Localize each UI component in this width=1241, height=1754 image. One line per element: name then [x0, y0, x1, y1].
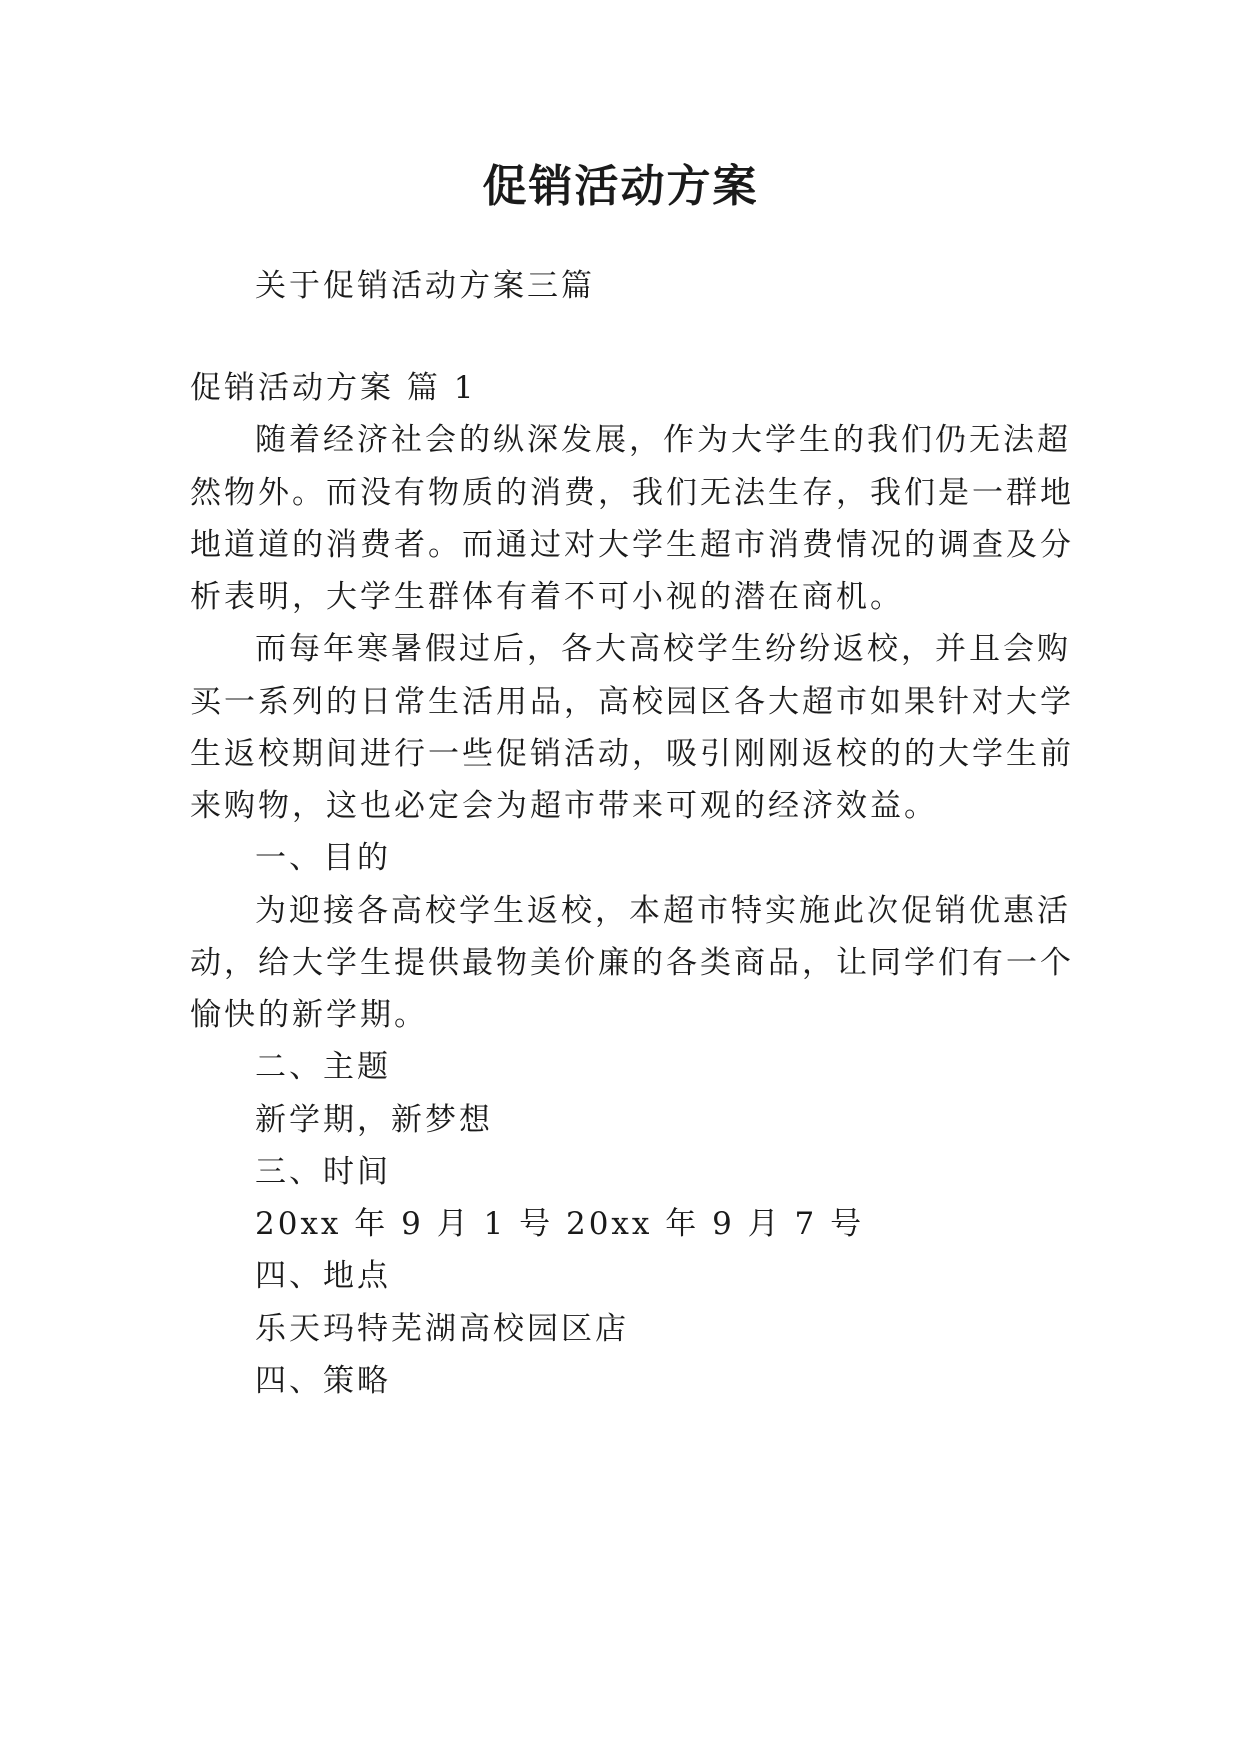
paragraph-line: 析表明，大学生群体有着不可小视的潜在商机。: [190, 579, 904, 615]
paragraph-line: 为迎接各高校学生返校，本超市特实施此次促销优惠活: [255, 893, 1071, 929]
paragraph-line: 而每年寒暑假过后，各大高校学生纷纷返校，并且会购: [255, 631, 1071, 667]
heading-location: 四、地点: [255, 1258, 391, 1294]
paragraph-line: 生返校期间进行一些促销活动，吸引刚刚返校的的大学生前: [190, 736, 1074, 772]
heading-time: 三、时间: [255, 1154, 391, 1190]
document-subtitle: 关于促销活动方案三篇: [255, 268, 595, 304]
heading-purpose: 一、目的: [255, 840, 391, 876]
paragraph-line: 地道道的消费者。而通过对大学生超市消费情况的调查及分: [190, 527, 1074, 563]
paragraph-line: 动，给大学生提供最物美价廉的各类商品，让同学们有一个: [190, 945, 1074, 981]
heading-theme: 二、主题: [255, 1049, 391, 1085]
paragraph-line: 新学期，新梦想: [255, 1102, 493, 1138]
paragraph-line: 然物外。而没有物质的消费，我们无法生存，我们是一群地: [190, 475, 1074, 511]
paragraph-line: 20xx 年 9 月 1 号 20xx 年 9 月 7 号: [255, 1206, 865, 1242]
paragraph-line: 来购物，这也必定会为超市带来可观的经济效益。: [190, 788, 938, 824]
paragraph-line: 愉快的新学期。: [190, 997, 428, 1033]
paragraph-line: 买一系列的日常生活用品，高校园区各大超市如果针对大学: [190, 684, 1074, 720]
document-title: 促销活动方案: [482, 161, 759, 212]
paragraph-line: 乐天玛特芜湖高校园区店: [255, 1311, 629, 1347]
section-heading: 促销活动方案 篇 1: [190, 370, 477, 406]
paragraph-line: 随着经济社会的纵深发展，作为大学生的我们仍无法超: [255, 422, 1071, 458]
heading-strategy: 四、策略: [255, 1363, 391, 1399]
